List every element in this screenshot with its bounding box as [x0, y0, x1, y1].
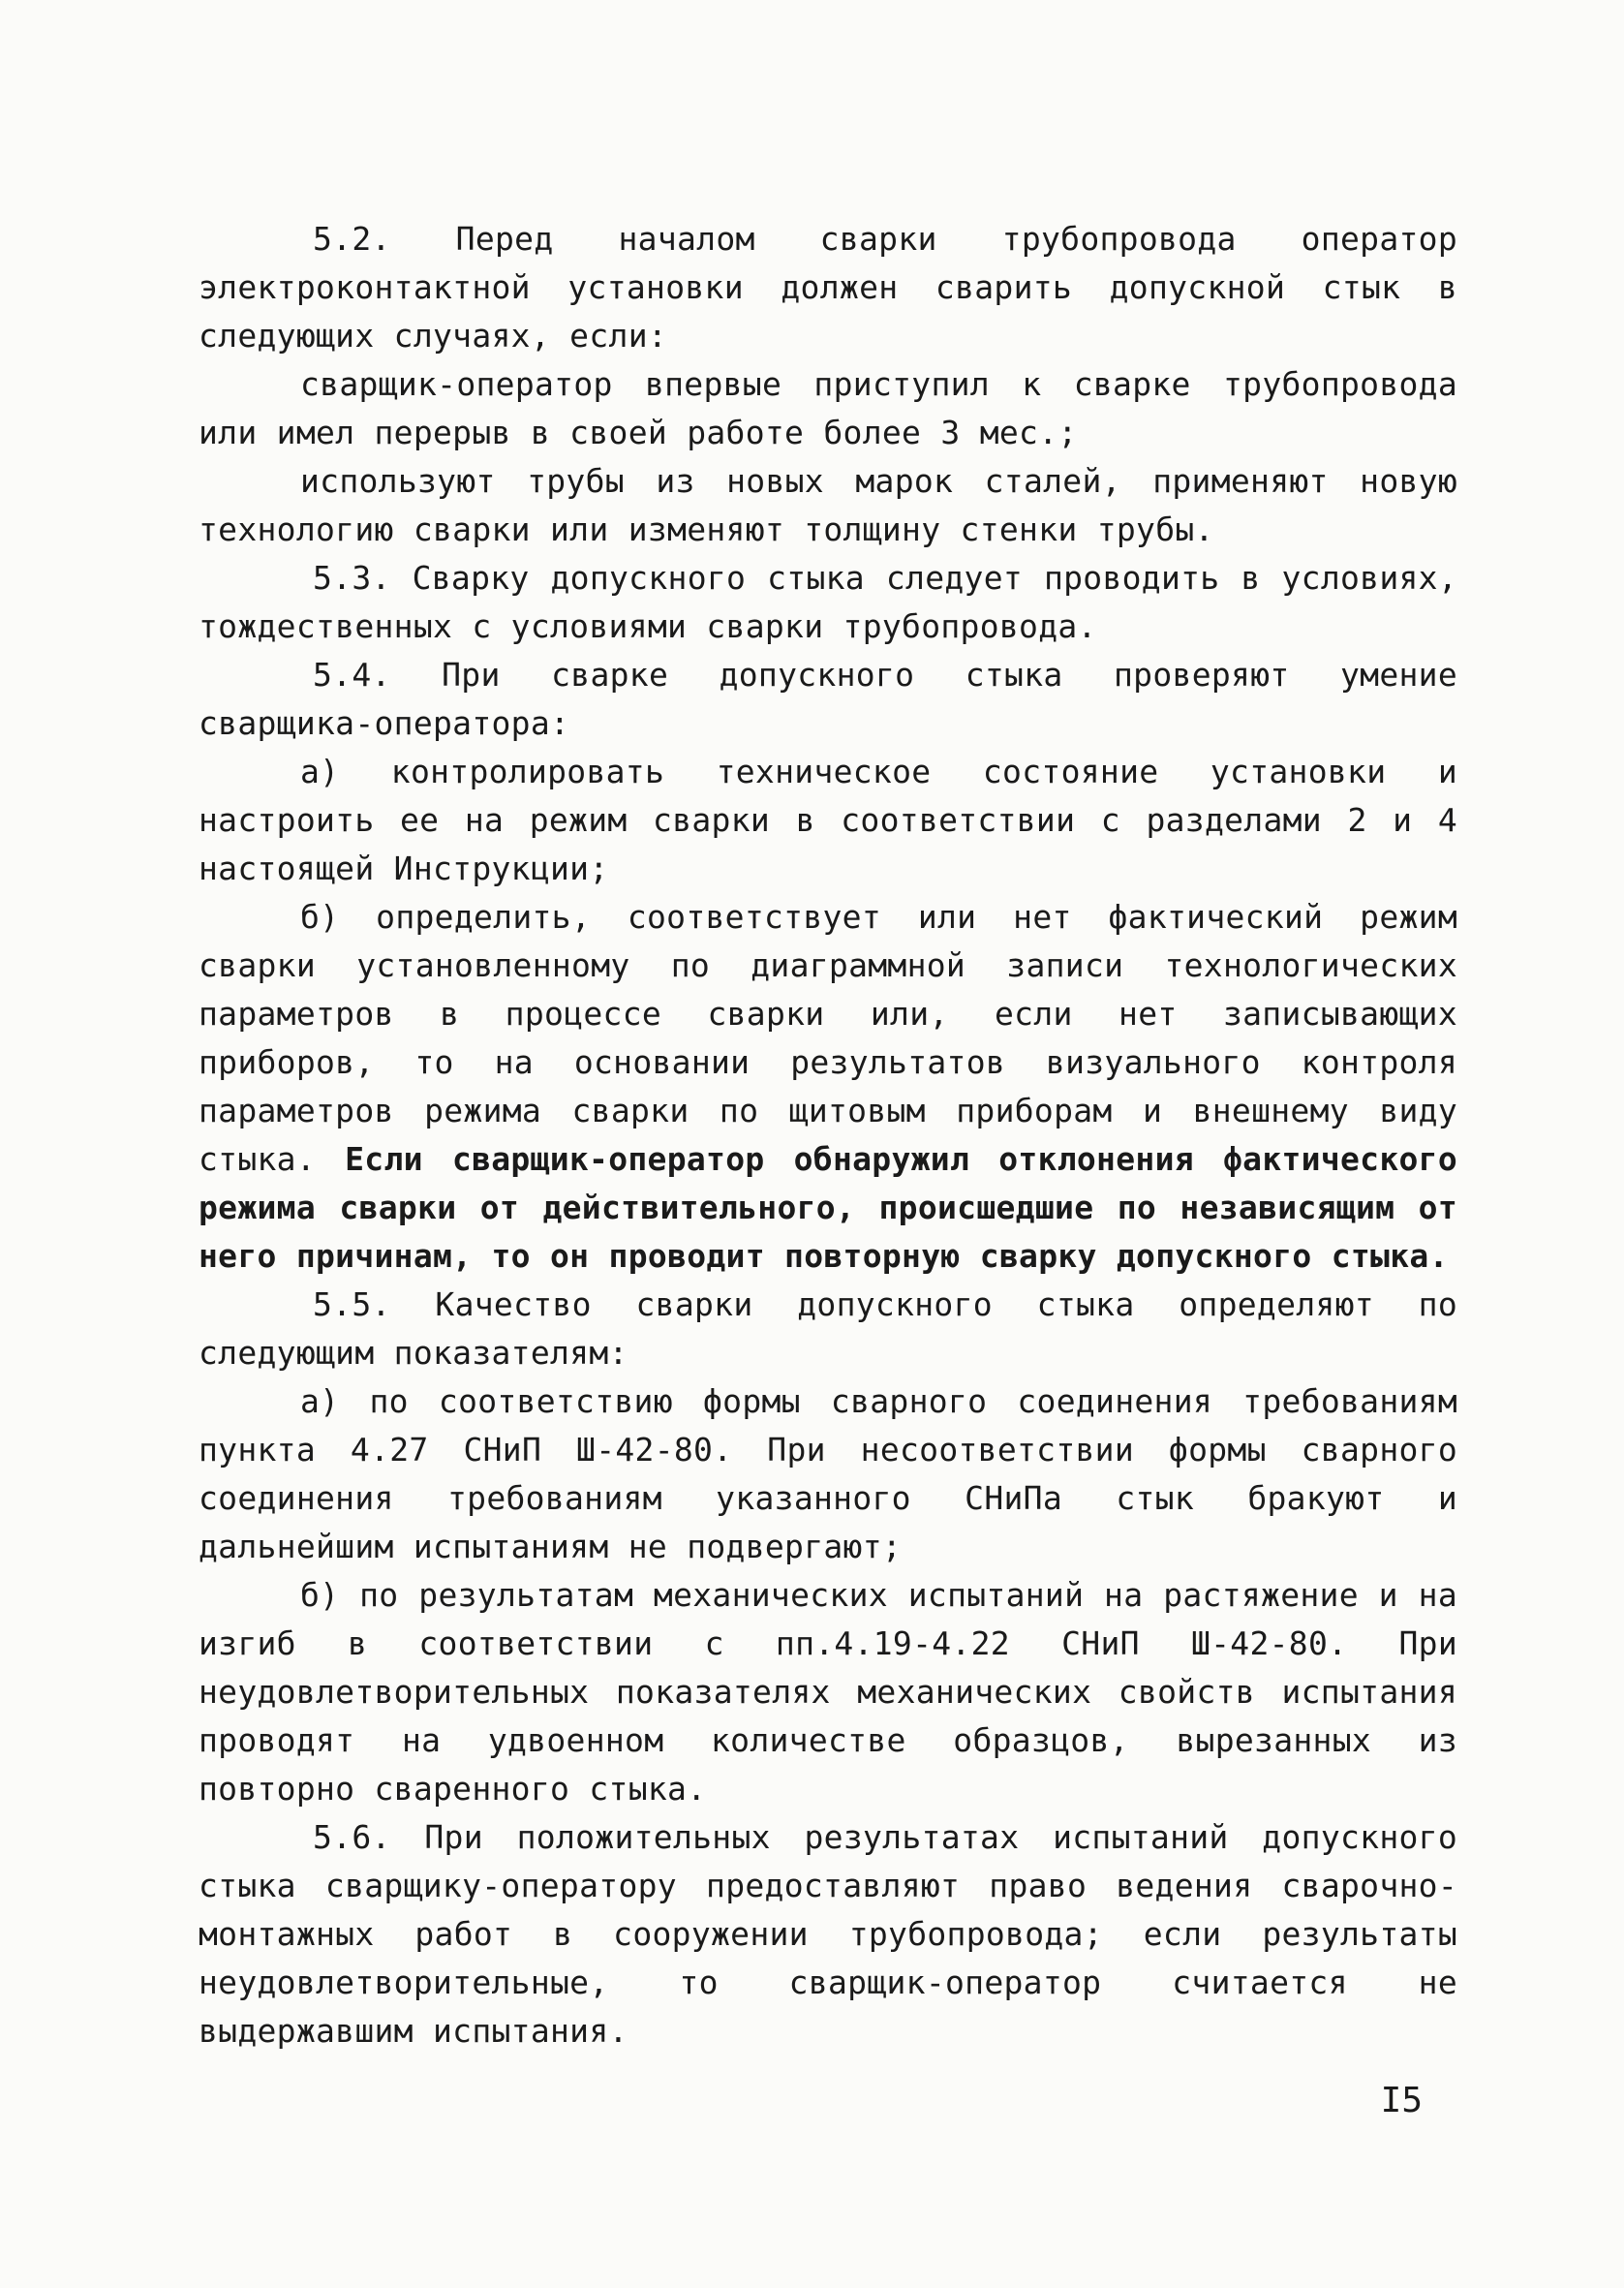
- paragraph-5-2-item-1: сварщик-оператор впервые приступил к сварке трубопровода или имел перерыв в своей работе более 3 мес.;: [199, 365, 1457, 451]
- page-number: I5: [1380, 2081, 1423, 2120]
- paragraph-5-2: 5.2. Перед началом сварки трубопровода оператор электроконтактной установки должен сварить допускной стык в следующих случаях, если:: [199, 220, 1457, 355]
- paragraph-5-3: 5.3. Сварку допускного стыка следует проводить в условиях, тождественных с условиями сварки трубопровода.: [199, 559, 1457, 645]
- paragraph-5-4-b: [199, 893, 1457, 1281]
- paragraph-5-2-item-2: используют трубы из новых марок сталей, применяют новую технологию сварки или изменяют толщину стенки трубы.: [199, 462, 1457, 548]
- paragraph-5-4: 5.4. При сварке допускного стыка проверяют умение сварщика-оператора:: [199, 656, 1457, 742]
- document-body: [199, 215, 1457, 2056]
- paragraph-5-5: 5.5. Качество сварки допускного стыка определяют по следующим показателям:: [199, 1285, 1457, 1372]
- paragraph-5-5-a: а) по соответствию формы сварного соединения требованиям пункта 4.27 СНиП Ш-42-80. При несоответствии формы сварного соединения требованиям указанного СНиПа стык бракуют и дальнейшим испытаниям не подвергают;: [199, 1382, 1457, 1565]
- paragraph-5-4-b-inserted: Если сварщик-оператор обнаружил отклонения фактического режима сварки от действительного, происшедшие по независящим от него причинам, то он проводит повторную сварку допускного стыка.: [199, 1140, 1457, 1275]
- paragraph-5-4-b-main: б) определить, соответствует или нет фактический режим сварки установленному по диаграммной записи технологических параметров в процессе сварки или, если нет записывающих приборов, то на основании результатов визуального контроля параметров режима сварки по щитовым приборам и внешнему виду стыка.: [199, 898, 1457, 1178]
- paragraph-5-6: 5.6. При положительных результатах испытаний допускного стыка сварщику-оператору предоставляют право ведения сварочно-монтажных работ в сооружении трубопровода; если результаты неудовлетворительные, то сварщик-оператор считается не выдержавшим испытания.: [199, 1818, 1457, 2050]
- paragraph-5-5-b: б) по результатам механических испытаний на растяжение и на изгиб в соответствии с пп.4.19-4.22 СНиП Ш-42-80. При неудовлетворительных показателях механических свойств испытания проводят на удвоенном количестве образцов, вырезанных из повторно сваренного стыка.: [199, 1576, 1457, 1808]
- paragraph-5-4-a: а) контролировать техническое состояние установки и настроить ее на режим сварки в соответствии с разделами 2 и 4 настоящей Инструкции;: [199, 753, 1457, 887]
